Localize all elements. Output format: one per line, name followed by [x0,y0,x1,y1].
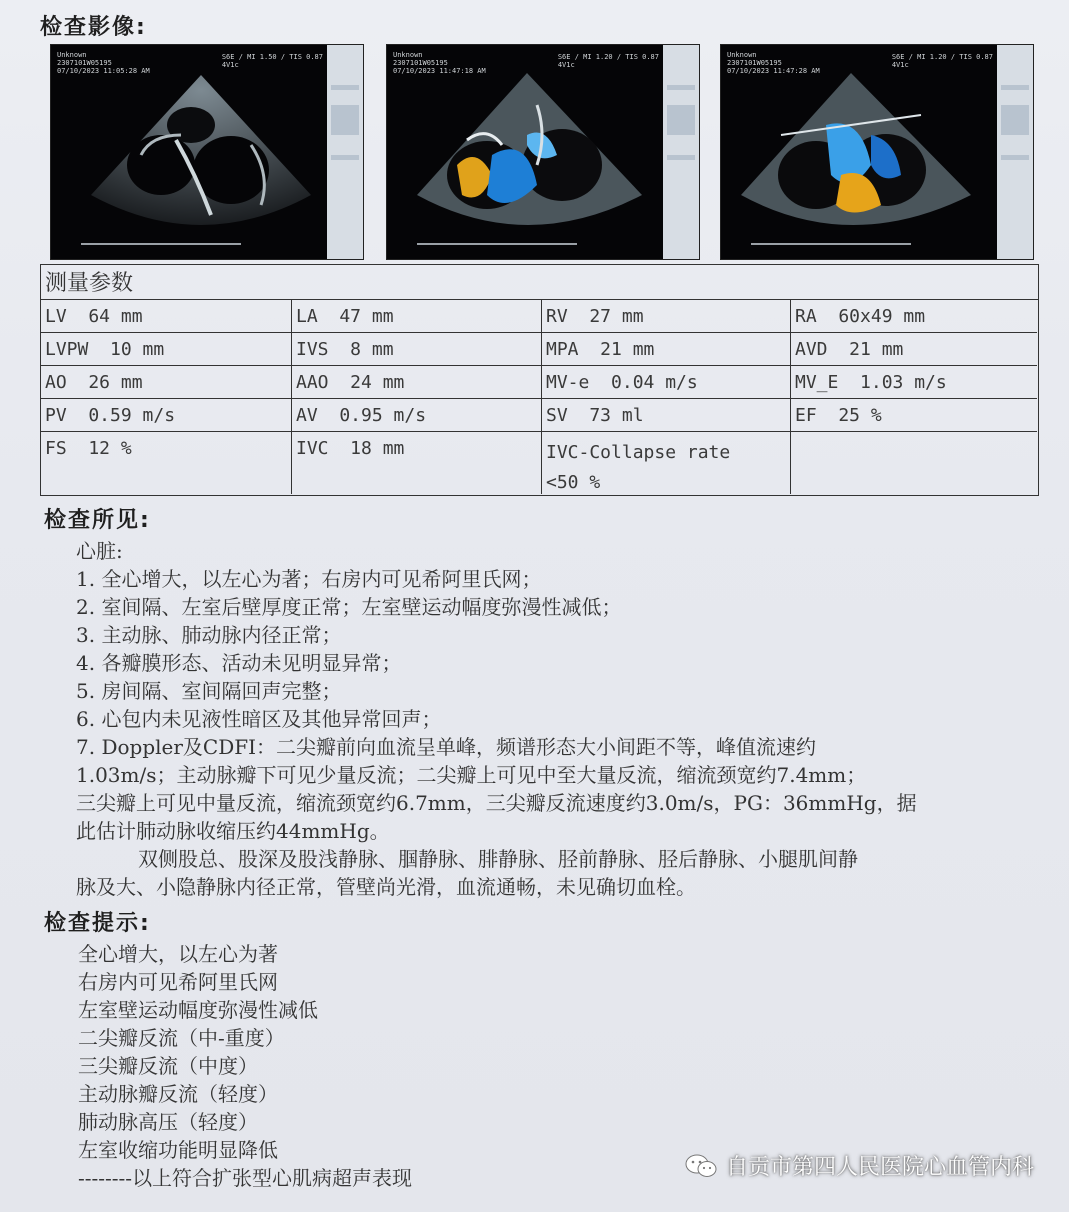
measurement-cell: IVS 8 mm [292,333,542,366]
measurement-cell: AAO 24 mm [292,366,542,399]
finding-item: 7. Doppler及CDFI：二尖瓣前向血流呈单峰，频谱形态大小间距不等，峰值流速约 [76,735,817,759]
impression-item: 全心增大，以左心为著 [78,942,278,966]
measurement-cell: LV 64 mm [41,300,292,333]
vein-finding: 脉及大、小隐静脉内径正常，管壁尚光滑，血流通畅，未见确切血栓。 [76,875,696,899]
measurement-cell: SV 73 ml [542,399,791,432]
image-header-left: Unknown 2307101W05195 07/10/2023 11:47:18 AM [393,51,486,75]
measurement-cell: AO 26 mm [41,366,292,399]
measurement-cell: PV 0.59 m/s [41,399,292,432]
echo-color-doppler-view [721,45,1033,259]
image-header-right: S6E / MI 1.20 / TIS 0.87 4V1c [557,53,659,69]
finding-item-continued: 三尖瓣上可见中量反流，缩流颈宽约6.7mm，三尖瓣反流速度约3.0m/s，PG：36mmHg，据 [76,791,917,815]
ultrasound-image-3 [720,44,1034,260]
measurement-cell: MV_E 1.03 m/s [791,366,1037,399]
measurements-table [40,264,1039,496]
vein-finding: 双侧股总、股深及股浅静脉、腘静脉、腓静脉、胫前静脉、胫后静脉、小腿肌间静 [138,847,858,871]
image-header-left: Unknown 2307101W05195 07/10/2023 11:47:28 AM [727,51,820,75]
impression-item: 左室壁运动幅度弥漫性减低 [78,998,318,1022]
image-sidebar [663,45,699,259]
measurement-cell: AV 0.95 m/s [292,399,542,432]
measurement-cell: LA 47 mm [292,300,542,333]
measurement-cell: AVD 21 mm [791,333,1037,366]
measurement-cell: RA 60x49 mm [791,300,1037,333]
finding-item-continued: 1.03m/s；主动脉瓣下可见少量反流；二尖瓣上可见中至大量反流，缩流颈宽约7.4mm； [76,763,867,787]
echo-grayscale-view [51,45,363,259]
image-sidebar [997,45,1033,259]
measurement-cell: EF 25 % [791,399,1037,432]
findings-section-title: 检查所见: [44,508,151,533]
watermark [684,1150,1034,1181]
finding-item: 4. 各瓣膜形态、活动未见明显异常； [76,651,402,675]
depth-scale [81,243,241,245]
measurements-title: 测量参数 [41,265,1038,300]
measurement-cell: MPA 21 mm [542,333,791,366]
measurement-cell: IVC-Collapse rate <50 % [542,432,791,494]
finding-item: 1. 全心增大，以左心为著；右房内可见希阿里氏网； [76,567,542,591]
measurement-cell: RV 27 mm [542,300,791,333]
findings-text [76,537,917,901]
impression-item: 三尖瓣反流（中度） [78,1054,258,1078]
impression-item: 二尖瓣反流（中-重度） [78,1026,285,1050]
impression-item: 主动脉瓣反流（轻度） [78,1082,278,1106]
impression-item: 肺动脉高压（轻度） [78,1110,258,1134]
image-header-right: S6E / MI 1.50 / TIS 0.87 4V1c [221,53,323,69]
measurement-cell [791,432,1037,494]
heart-label: 心脏: [76,539,123,563]
measurement-cell: FS 12 % [41,432,292,494]
watermark-text: 自贡市第四人民医院心血管内科 [725,1155,1034,1180]
depth-scale [417,243,577,245]
finding-item: 5. 房间隔、室间隔回声完整； [76,679,342,703]
image-header-left: Unknown 2307101W05195 07/10/2023 11:05:28 AM [57,51,150,75]
ultrasound-image-2 [386,44,700,260]
ultrasound-images [50,44,1030,260]
measurement-cell: IVC 18 mm [292,432,542,494]
finding-item-continued: 此估计肺动脉收缩压约44mmHg。 [76,819,390,843]
finding-item: 3. 主动脉、肺动脉内径正常； [76,623,342,647]
impression-section-title: 检查提示: [44,911,151,936]
depth-scale [751,243,911,245]
impression-item: 左室收缩功能明显降低 [78,1138,278,1162]
impression-text [78,940,412,1192]
finding-item: 6. 心包内未见液性暗区及其他异常回声； [76,707,442,731]
impression-conclusion: --------以上符合扩张型心肌病超声表现 [78,1166,413,1190]
ultrasound-image-1 [50,44,364,260]
images-section-title: 检查影像: [40,15,147,40]
measurement-cell: MV-e 0.04 m/s [542,366,791,399]
echo-color-doppler-view [387,45,699,259]
image-sidebar [327,45,363,259]
image-header-right: S6E / MI 1.20 / TIS 0.87 4V1c [891,53,993,69]
finding-item: 2. 室间隔、左室后壁厚度正常；左室壁运动幅度弥漫性减低； [76,595,622,619]
measurement-cell: LVPW 10 mm [41,333,292,366]
wechat-icon [684,1153,718,1179]
impression-item: 右房内可见希阿里氏网 [78,970,278,994]
